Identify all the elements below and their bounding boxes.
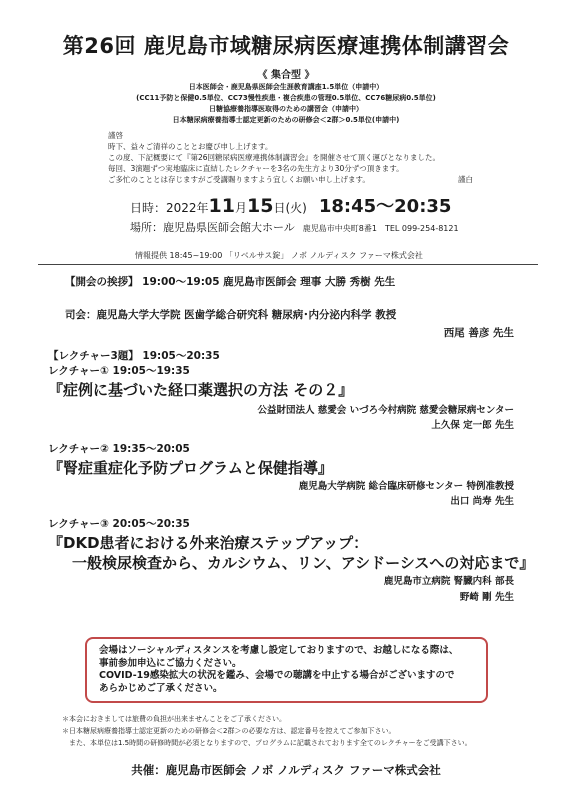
letter-line: ご多忙のこととは存じますがご受講賜りますよう宜しくお願い申し上げます。 — [108, 175, 370, 184]
info-session: 情報提供 18:45~19:00 「リベルサス錠」 ノボ ノルディスク ファーマ株式会社 — [135, 251, 423, 260]
letter-line: 時下、益々ご清祥のこととお慶び申し上げます。 — [108, 142, 273, 151]
event-date — [130, 192, 451, 218]
letter-line: 毎回、3演題ずつ実地臨床に直結したレクチャーを3名の先生方より30分ずつ頂きます。 — [108, 164, 404, 173]
venue-address: 鹿児島市中央町8番1 TEL 099-254-8121 — [302, 224, 459, 233]
letter-opening: 謹啓 — [108, 131, 123, 140]
day-unit: 日 — [273, 201, 286, 215]
credit-line-3: 日糖協療養指導医取得のための講習会（申請中） — [209, 105, 363, 113]
lecture-affiliation: 鹿児島大学病院 総合臨床研修センター 特例准教授 — [298, 481, 514, 492]
format-label: 《 集合型 》 — [257, 70, 315, 81]
date-day: 15 — [247, 195, 274, 217]
lecture-speaker: 出口 尚寿 先生 — [450, 496, 514, 507]
lectures-header: 【レクチャー3題】 19:05〜20:35 — [48, 350, 220, 362]
lecture-title: 『腎症重症化予防プログラムと保健指導』 — [48, 459, 333, 477]
cohost: 共催：鹿児島市医師会 ノボ ノルディスク ファーマ株式会社 — [131, 763, 441, 777]
page-title: 第26回 鹿児島市域糖尿病医療連携体制講習会 — [62, 34, 510, 58]
credit-line-4: 日本糖尿病療養指導士認定更新のための研修会＜2群＞0.5単位(申請中) — [172, 116, 400, 124]
credit-line-2: (CC11予防と保健0.5単位、CC73慢性疾患・複合疾患の管理0.5単位、CC76糖尿病0.5単位) — [136, 94, 436, 102]
lecture-speaker: 上久保 定一郎 先生 — [431, 420, 514, 431]
date-weekday: (火) — [285, 201, 307, 215]
notice-box — [85, 637, 488, 703]
lecture-title-line2: 一般検尿検査から、カルシウム、リン、アシドーシスへの対応まで』 — [72, 554, 535, 572]
date-month: 11 — [208, 195, 235, 217]
moderator: 司会：鹿児島大学大学院 医歯学総合研究科 糖尿病･内分泌内科学 教授 — [65, 309, 397, 321]
footnote: ＊本会におきましては旅費の負担が出来ませんことをご了承ください。 — [62, 715, 286, 723]
footnote: また、本単位は1.5時間の研修時間が必須となりますので、プログラムに記載されております全てのレクチャーをご受講下さい。 — [62, 739, 472, 747]
letter-line: この度、下記概要にて『第26回糖尿病医療連携体制講習会』を開催させて頂く運びとなりました。 — [108, 153, 441, 162]
event-time: 18:45〜20:35 — [318, 196, 452, 217]
footnote: ＊日本糖尿病療養指導士認定更新のための研修会＜2群＞の必要な方は、認定番号を控えてご参加下さい。 — [62, 727, 396, 735]
notice-line: あらかじめご了承ください。 — [99, 682, 223, 694]
lecture-speaker: 野崎 剛 先生 — [459, 592, 514, 603]
opening-remarks: 【開会の挨拶】 19:00〜19:05 鹿児島市医師会 理事 大勝 秀樹 先生 — [65, 276, 396, 288]
moderator-name: 西尾 善彦 先生 — [443, 327, 514, 339]
lecture-title: 『症例に基づいた経口薬選択の方法 その２』 — [48, 381, 354, 399]
notice-line: COVID-19感染拡大の状況を鑑み、会場での聴講を中止する場合がございますので — [99, 670, 455, 681]
lecture-title: 『DKD患者における外来治療ステップアップ： — [48, 534, 369, 552]
lecture-label: レクチャー② 19:35〜20:05 — [48, 443, 190, 455]
date-prefix: 日時：2022年 — [130, 201, 209, 215]
credit-line-1: 日本医師会・鹿児島県医師会生涯教育講座1.5単位（申請中） — [188, 83, 384, 91]
lecture-affiliation: 鹿児島市立病院 腎臓内科 部長 — [383, 576, 514, 587]
venue-name: 場所：鹿児島県医師会館大ホール — [130, 221, 295, 234]
divider — [38, 264, 538, 265]
lecture-label: レクチャー③ 20:05〜20:35 — [48, 518, 190, 530]
lecture-label: レクチャー① 19:05〜19:35 — [48, 365, 190, 377]
letter-closing: 謹白 — [458, 175, 473, 184]
month-unit: 月 — [235, 201, 248, 215]
notice-line: 会場はソーシャルディスタンスを考慮し設定しておりますので、お越しになる際は、 — [99, 645, 459, 656]
notice-line: 事前参加申込にご協力ください。 — [99, 657, 242, 669]
event-venue — [130, 219, 459, 235]
lecture-affiliation: 公益財団法人 慈愛会 いづろ今村病院 慈愛会糖尿病センター — [257, 405, 514, 416]
